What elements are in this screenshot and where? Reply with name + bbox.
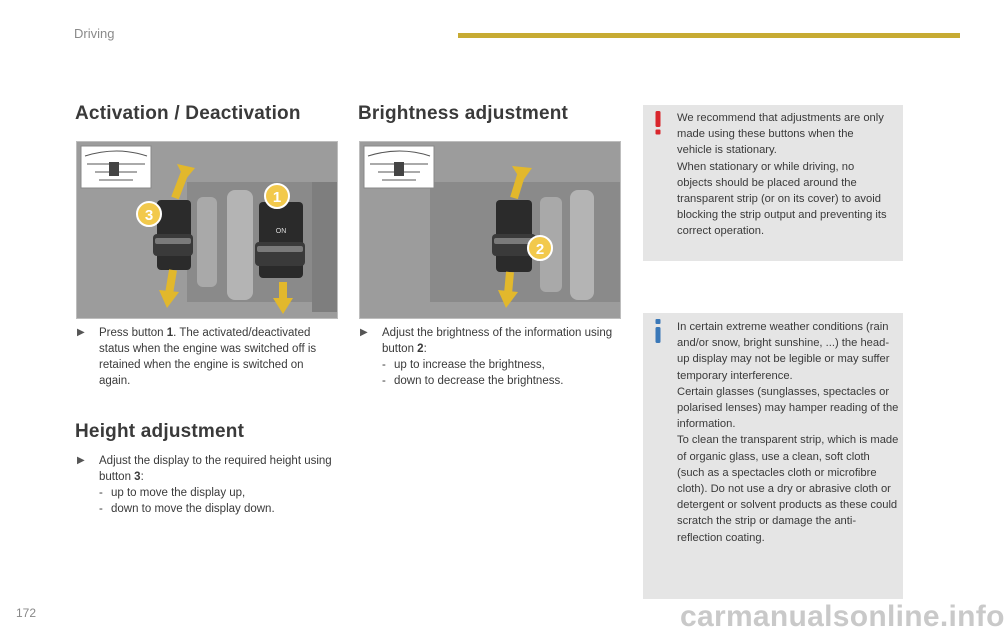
brightness-heading: Brightness adjustment (358, 103, 569, 124)
warning-note: We recommend that adjustments are only made using these buttons when the vehicle is stationary. When stationary or while driving, no objects should be placed around the transparent strip (or on its cover) to avoid blocking the strip output and preventing its correct operation. (643, 105, 903, 261)
on-label: ON (275, 228, 287, 235)
brightness-text: ▶ Adjust the brightness of the information using button 2: - up to increase the brightness, - down to decrease the brightness. (360, 327, 613, 387)
info-icon (652, 318, 664, 344)
height-heading: Height adjustment (75, 421, 245, 442)
section-title: Driving (74, 26, 115, 41)
badge-1: 1 (272, 189, 282, 206)
info-note: In certain extreme weather conditions (rain and/or snow, bright sunshine, ...) the head-up display may not be legible or may suffer temporary interference. Certain glasses (sunglasses, spectacles or polarised lenses) may hamper reading of the information. To clean the transparent strip, which is made of organic glass, use a clean, soft cloth (such as a spectacles cloth or microfibre cloth). Do not use a dry or abrasive cloth or detergent or solvent products as these could scratch the strip or damage the anti-reflection coating. (643, 313, 903, 599)
height-text: ▶ Adjust the display to the required height using button 3: - up to move the display up, - down to move the display down. (77, 455, 332, 515)
bullet-arrow-icon: ▶ (360, 327, 368, 338)
activation-photo (76, 141, 338, 319)
activation-heading: Activation / Deactivation (75, 103, 301, 124)
bullet-arrow-icon: ▶ (77, 327, 85, 338)
exclamation-icon (652, 110, 664, 136)
badge-3: 3 (144, 207, 154, 224)
activation-text: ▶ Press button 1. The activated/deactivated status when the engine was switched off is retained when the engine is switched on again. (77, 327, 317, 387)
brightness-photo (359, 141, 621, 319)
badge-2: 2 (535, 241, 545, 258)
header-accent-bar (458, 33, 960, 38)
bullet-arrow-icon: ▶ (77, 455, 85, 466)
page-number: 172 (16, 606, 37, 620)
watermark: carmanualsonline.info (680, 600, 1005, 633)
